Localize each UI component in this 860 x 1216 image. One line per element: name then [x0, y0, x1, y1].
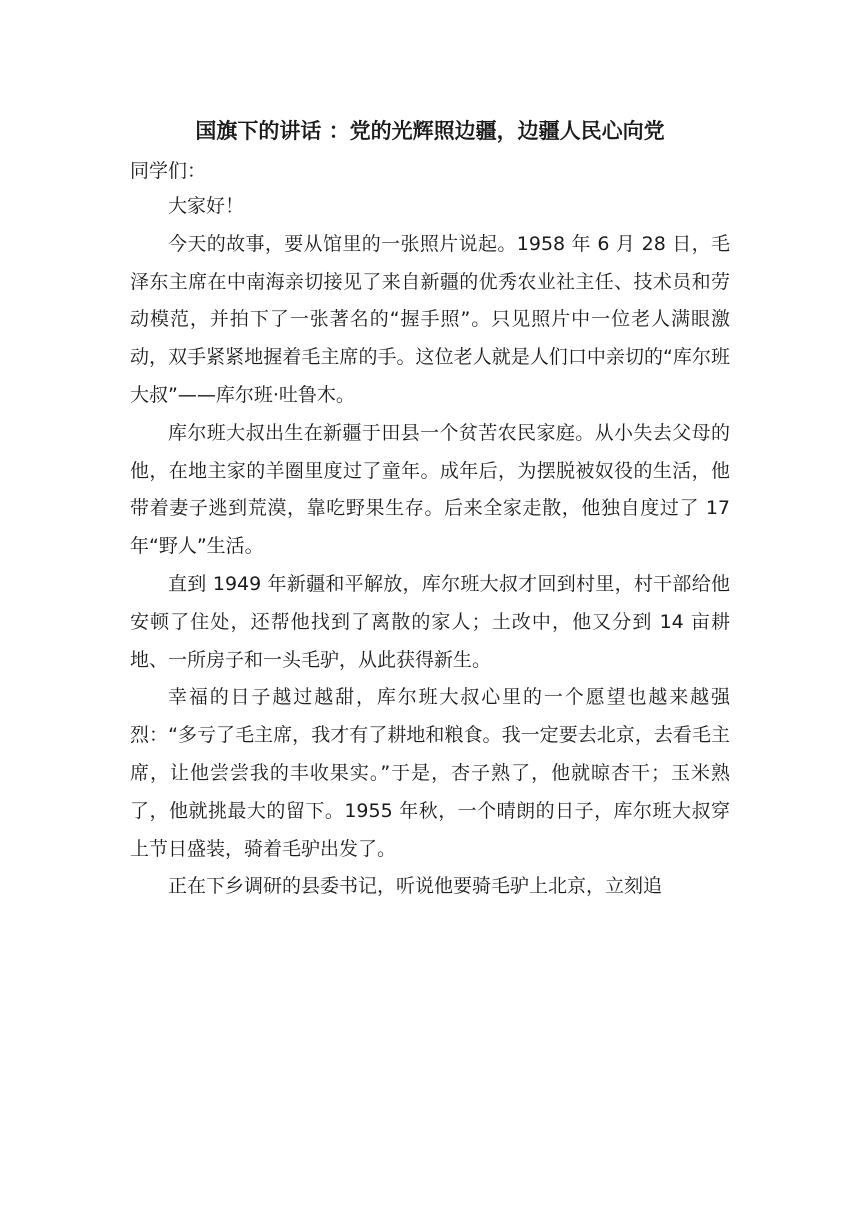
paragraph-journey: 正在下乡调研的县委书记，听说他要骑毛驴上北京，立刻追 — [168, 875, 663, 898]
paragraph-greeting: 大家好！ — [168, 195, 245, 217]
paragraph-wish: 幸福的日子越过越甜，库尔班大叔心里的一个愿望也越来越强烈：“多亏了毛主席，我才有了耕地和粮食。我一定要去北京，去看毛主席，让他尝尝我的丰收果实。”于是，杏子熟了，他就晾杏干；玉米熟了，他就挑最大的留下。1955 年秋，一个晴朗的日子，库尔班大叔穿上节日盛装，骑着毛驴出发了。 — [130, 686, 730, 860]
document-page — [130, 108, 730, 906]
paragraph-photo-story: 今天的故事，要从馆里的一张照片说起。1958 年 6 月 28 日，毛泽东主席在中南海亲切接见了来自新疆的优秀农业社主任、技术员和劳动模范，并拍下了一张著名的“握手照”。只见照片中一位老人满眼激动，双手紧紧地握着毛主席的手。这位老人就是人们口中亲切的“库尔班大叔”——库尔班·吐鲁木。 — [130, 232, 730, 406]
paragraph-liberation: 直到 1949 年新疆和平解放，库尔班大叔才回到村里，村干部给他安顿了住处，还帮他找到了离散的家人；土改中，他又分到 14 亩耕地、一所房子和一头毛驴，从此获得新生。 — [130, 572, 730, 671]
salutation: 同学们： — [130, 160, 207, 182]
paragraph-early-life: 库尔班大叔出生在新疆于田县一个贫苦农民家庭。从小失去父母的他，在地主家的羊圈里度过了童年。成年后，为摆脱被奴役的生活，他带着妻子逃到荒漠，靠吃野果生存。后来全家走散，他独自度过了 17 年“野人”生活。 — [130, 421, 730, 558]
document-title: 国旗下的讲话 ：党的光辉照边疆，边疆人民心向党 — [195, 119, 665, 143]
